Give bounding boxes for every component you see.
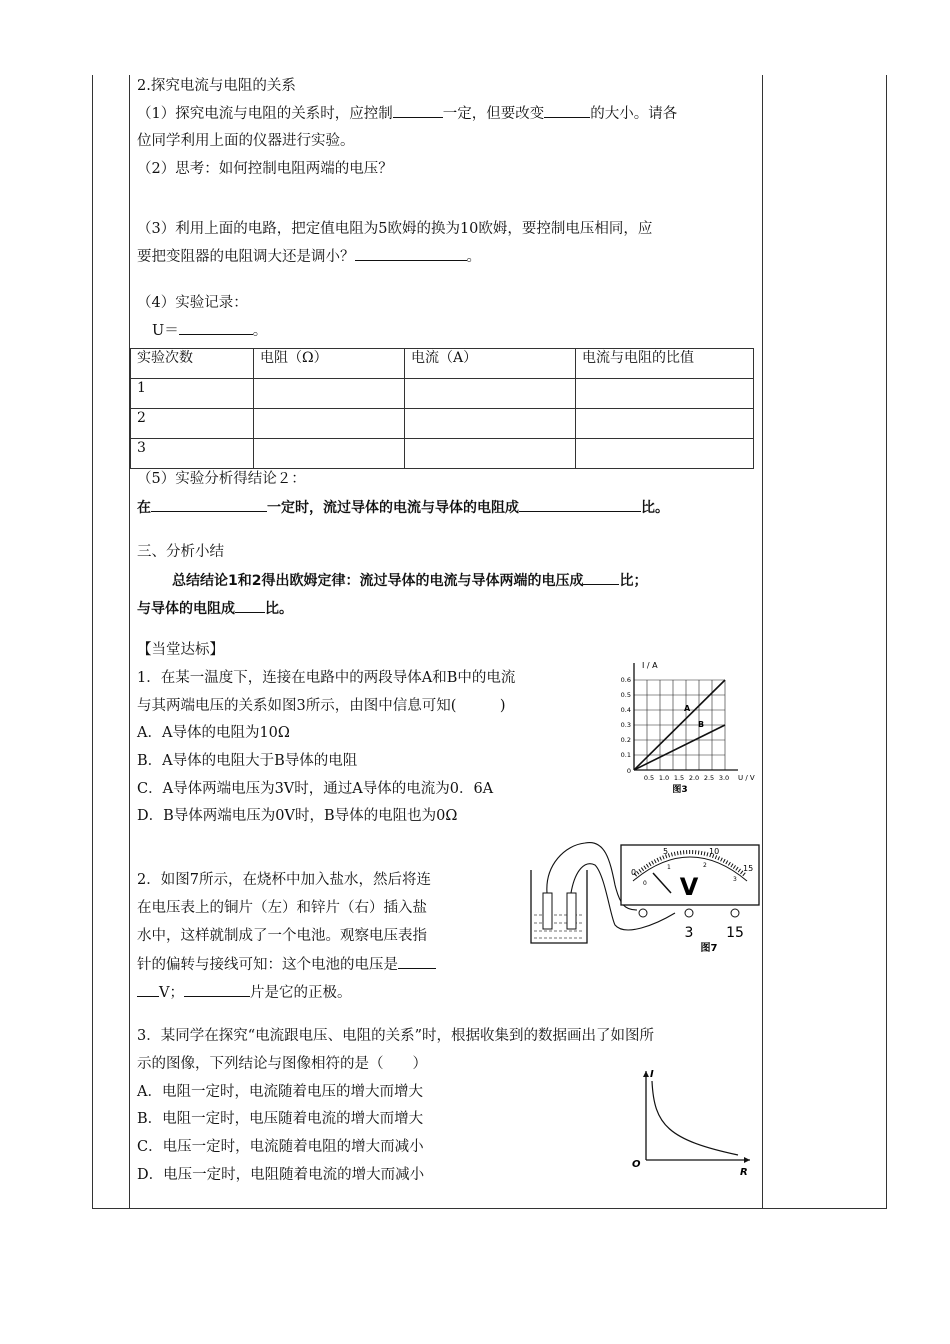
- ohm-law-text-a: 总结结论1和2得出欧姆定律：流过导体的电流与导体两端的电压成: [172, 573, 584, 589]
- figure-3-y-tick: 0.4: [620, 706, 631, 714]
- frame-right-border: [886, 75, 887, 1209]
- voltmeter-symbol: V: [679, 873, 699, 901]
- u-line: [152, 320, 267, 341]
- figure-7-caption: 图7: [700, 943, 718, 954]
- figure-3-y-tick: 0.1: [620, 751, 631, 759]
- q5-text-a: 在: [137, 500, 151, 516]
- p1-option-c[interactable]: C．A导体两端电压为3V时，通过A导体的电流为0．6A: [137, 781, 494, 797]
- voltmeter-inner-label: 3: [733, 876, 737, 883]
- q5-blank-2[interactable]: [519, 497, 641, 512]
- ir-origin-label: O: [632, 1159, 641, 1170]
- ohm-law-line-2: [137, 598, 293, 619]
- table-cell[interactable]: [576, 379, 754, 409]
- ohm-law-text-b: 比；: [619, 573, 648, 589]
- zinc-plate: [567, 893, 576, 929]
- p2-line-3: 水中，这样就制成了一个电池。观察电压表指: [137, 928, 427, 944]
- table-row: [131, 439, 754, 469]
- q1-blank-1[interactable]: [393, 103, 443, 118]
- figure-3-x-tick: 0.5: [643, 774, 655, 782]
- ir-y-arrow-icon: [643, 1071, 649, 1077]
- q5-line: （5）实验分析得结论２：: [137, 471, 306, 487]
- voltmeter-scale-label: 15: [743, 864, 754, 873]
- p1-option-d[interactable]: D．B导体两端电压为0V时，B导体的电阻也为0Ω: [137, 808, 458, 824]
- voltmeter-scale-label: 5: [663, 847, 669, 856]
- q3-line-1: （3）利用上面的电路，把定值电阻为5欧姆的换为10欧姆，要控制电压相同，应: [137, 221, 653, 237]
- table-cell: 2: [131, 409, 254, 439]
- frame-bottom-border: [92, 1208, 886, 1209]
- terminal-label: 15: [726, 925, 744, 941]
- figure-3-x-tick: 2.5: [703, 774, 715, 782]
- table-cell[interactable]: [254, 379, 405, 409]
- p2-text-5b: 片是它的正极。: [249, 985, 352, 1001]
- figure-ir-curve: [628, 1065, 753, 1180]
- u-blank[interactable]: [179, 320, 253, 335]
- figure-3-x-tick: 1.0: [658, 774, 670, 782]
- p2-line-1: 2．如图7所示，在烧杯中加入盐水，然后将连: [137, 872, 431, 888]
- figure-3-x-tick: 2.0: [688, 774, 700, 782]
- table-cell[interactable]: [405, 379, 576, 409]
- table-cell: 1: [131, 379, 254, 409]
- q3-blank[interactable]: [355, 246, 467, 261]
- p2-blank-2[interactable]: [184, 982, 250, 997]
- p3-option-c[interactable]: C．电压一定时，电流随着电阻的增大而减小: [137, 1139, 424, 1155]
- figure-3-y-tick: 0.3: [620, 721, 631, 729]
- frame-left-border: [92, 75, 93, 1209]
- voltmeter-inner-label: 2: [703, 862, 707, 869]
- copper-plate: [543, 893, 552, 929]
- voltmeter-inner-label: 0: [643, 880, 647, 887]
- table-row: [131, 409, 754, 439]
- ir-curve: [652, 1081, 738, 1155]
- p3-option-b[interactable]: B．电阻一定时，电压随着电流的增大而增大: [137, 1111, 424, 1127]
- figure-3-label-b: B: [698, 720, 705, 729]
- terminal-3v: [685, 909, 693, 917]
- figure-3-iu-graph: [610, 655, 760, 795]
- terminal-label: 3: [684, 925, 694, 941]
- record-table: [130, 348, 754, 469]
- ir-x-label: R: [740, 1167, 748, 1178]
- p1-line-2: 与其两端电压的关系如图3所示，由图中信息可知( ): [137, 698, 506, 714]
- table-cell[interactable]: [576, 409, 754, 439]
- terminal-negative: [639, 909, 647, 917]
- q2-line: （2）思考：如何控制电阻两端的电压？: [137, 161, 393, 177]
- ohm-law-text-d: 比。: [265, 601, 293, 617]
- table-cell[interactable]: [576, 439, 754, 469]
- figure-3-line-b: [634, 725, 725, 770]
- q5-blank-1[interactable]: [151, 497, 267, 512]
- voltmeter-scale-label: 0: [631, 868, 637, 877]
- q3-end: 。: [466, 249, 481, 265]
- voltmeter-scale-label: 10: [709, 847, 720, 856]
- table-header-cell: 电流（A）: [405, 349, 576, 379]
- table-cell[interactable]: [254, 439, 405, 469]
- p2-line-2: 在电压表上的铜片（左）和锌片（右）插入盐: [137, 900, 427, 916]
- figure-3-x-label: U / V: [738, 774, 755, 782]
- p3-option-d[interactable]: D．电压一定时，电阻随着电流的增大而减小: [137, 1167, 425, 1183]
- p1-line-1: 1．在某一温度下，连接在电路中的两段导体A和B中的电流: [137, 670, 516, 686]
- ir-x-arrow-icon: [744, 1157, 750, 1163]
- q3-text-b: 要把变阻器的电阻调大还是调小？: [137, 249, 355, 265]
- voltmeter-inner-label: 1: [667, 864, 671, 871]
- u-end: 。: [252, 323, 268, 339]
- q1-text-a: （1）探究电流与电阻的关系时，应控制: [137, 106, 393, 122]
- figure-3-x-tick: 3.0: [718, 774, 730, 782]
- figure-3-y-label: I / A: [642, 661, 658, 670]
- table-header-row: [131, 349, 754, 379]
- q1-text-b: 一定，但要改变: [442, 106, 545, 122]
- p2-text-5a: V；: [159, 985, 184, 1001]
- figure-3-caption: 图3: [672, 785, 688, 795]
- table-header-cell: 电阻（Ω）: [254, 349, 405, 379]
- figure-3-y-tick: 0.2: [620, 736, 631, 744]
- q4-line: （4）实验记录：: [137, 295, 248, 311]
- frame-col-divider-1: [129, 75, 130, 1209]
- figure-3-y-tick: 0.5: [620, 691, 631, 699]
- q5-text-b: 一定时，流过导体的电流与导体的电阻成: [267, 500, 519, 516]
- p2-text-4: 针的偏转与接线可知：这个电池的电压是: [137, 957, 398, 973]
- table-header-cell: 实验次数: [131, 349, 254, 379]
- table-cell: 3: [131, 439, 254, 469]
- p3-option-a[interactable]: A．电阻一定时，电流随着电压的增大而增大: [137, 1084, 423, 1100]
- figure-3-x-tick: 1.5: [673, 774, 685, 782]
- table-row: [131, 379, 754, 409]
- figure-7-battery-voltmeter: [525, 825, 765, 955]
- q5-text-c: 比。: [641, 500, 669, 516]
- p2-blank-1[interactable]: [398, 954, 436, 969]
- figure-3-label-a: A: [684, 704, 691, 713]
- q1-blank-2[interactable]: [544, 103, 590, 118]
- u-label: U＝: [152, 323, 179, 339]
- table-cell[interactable]: [254, 409, 405, 439]
- practice-title: 【当堂达标】: [137, 642, 224, 658]
- figure-3-y-tick: 0.6: [620, 676, 631, 684]
- ir-y-label: I: [650, 1069, 654, 1080]
- ohm-law-text-c: 与导体的电阻成: [137, 601, 235, 617]
- q1-line-2: 位同学利用上面的仪器进行实验。: [137, 133, 355, 149]
- q1-text-c: 的大小。请各: [590, 106, 678, 122]
- table-cell[interactable]: [405, 439, 576, 469]
- table-cell[interactable]: [405, 409, 576, 439]
- ohm-law-blank-2[interactable]: [235, 598, 265, 613]
- q5-conclusion: [137, 497, 669, 518]
- p1-option-a[interactable]: A．A导体的电阻为10Ω: [137, 725, 290, 741]
- q1-line: [137, 103, 677, 124]
- ohm-law-blank-1[interactable]: [583, 570, 619, 585]
- p2-line-4: [137, 954, 436, 975]
- p3-line-2: 示的图像，下列结论与图像相符的是（ ）: [137, 1056, 427, 1072]
- terminal-15v: [731, 909, 739, 917]
- ohm-law-line-1: [172, 570, 647, 591]
- figure-3-y-tick: 0: [626, 767, 631, 775]
- beaker-icon: [531, 870, 587, 943]
- p2-line-5: [137, 982, 351, 1003]
- section3-title: 三、分析小结: [137, 544, 224, 560]
- p1-option-b[interactable]: B．A导体的电阻大于B导体的电阻: [137, 753, 358, 769]
- p2-blank-1-cont[interactable]: [137, 982, 159, 997]
- section2-title: 2.探究电流与电阻的关系: [137, 78, 296, 94]
- frame-col-divider-2: [762, 75, 763, 1209]
- table-header-cell: 电流与电阻的比值: [576, 349, 754, 379]
- p3-line-1: 3．某同学在探究“电流跟电压、电阻的关系”时，根据收集到的数据画出了如图所: [137, 1028, 655, 1044]
- q3-line-2: [137, 246, 481, 267]
